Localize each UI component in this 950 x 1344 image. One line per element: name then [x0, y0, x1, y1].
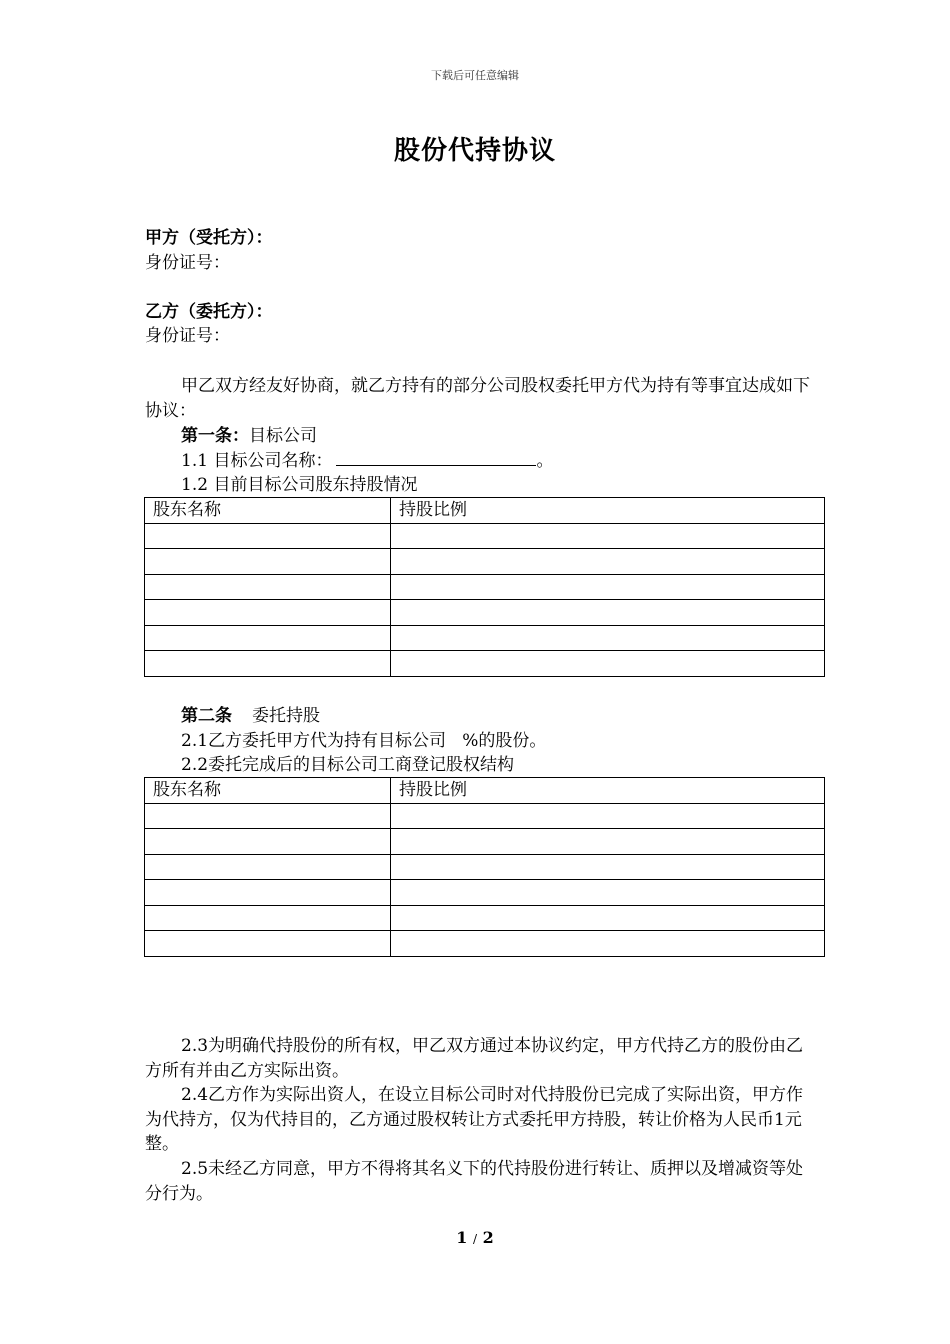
table-header-ratio: 持股比例 [391, 778, 825, 804]
article2-item1: 2.1乙方委托甲方代为持有目标公司 %的股份。 [181, 731, 547, 751]
document-title: 股份代持协议 [393, 136, 556, 166]
table-cell [391, 523, 825, 549]
table-cell [145, 880, 391, 906]
table-row [145, 625, 825, 651]
clause-2-4: 2.4乙方作为实际出资人，在设立目标公司时对代持股份已完成了实际出资，甲方作为代持方，仅为代持目的，乙方通过股权转让方式委托甲方持股，转让价格为人民币1元整。 [145, 1085, 804, 1154]
table-row [145, 931, 825, 957]
article2-heading-title: 委托持股 [252, 706, 320, 726]
company-name-suffix: 。 [536, 451, 554, 471]
table-cell [145, 625, 391, 651]
table-header-shareholder: 股东名称 [145, 778, 391, 804]
article1-heading-title: 目标公司 [249, 426, 317, 446]
table-cell [145, 574, 391, 600]
table-cell [391, 854, 825, 880]
table-cell [145, 829, 391, 855]
header-note: 下载后可任意编辑 [431, 69, 519, 82]
page-separator: / [472, 1232, 478, 1246]
clause-2-3: 2.3为明确代持股份的所有权，甲乙双方通过本协议约定，甲方代持乙方的股份由乙方所有并由乙方实际出资。 [145, 1036, 804, 1081]
page-current: 1 [456, 1228, 468, 1247]
page-total: 2 [482, 1228, 494, 1247]
article1-heading-number: 第一条： [181, 426, 249, 446]
article2-item2: 2.2委托完成后的目标公司工商登记股权结构 [181, 755, 515, 775]
page-number [0, 1228, 950, 1247]
shareholding-table-current [144, 497, 825, 677]
table-row [145, 523, 825, 549]
table-row [145, 574, 825, 600]
party-b-label: 乙方（委托方）： [145, 302, 273, 322]
table-cell [145, 931, 391, 957]
table-row [145, 854, 825, 880]
table-header-ratio: 持股比例 [391, 498, 825, 524]
clause-2-5: 2.5未经乙方同意，甲方不得将其名义下的代持股份进行转让、质押以及增减资等处分行为。 [145, 1159, 804, 1204]
table-cell [391, 549, 825, 575]
table-cell [391, 651, 825, 677]
article1-heading [181, 424, 317, 448]
table-row [145, 829, 825, 855]
table-cell [145, 651, 391, 677]
table-cell [145, 549, 391, 575]
shareholding-table-registered [144, 777, 825, 957]
table-row [145, 651, 825, 677]
article2-heading-number: 第二条 [181, 706, 232, 726]
party-a-label: 甲方（受托方）： [145, 228, 273, 248]
table-cell [391, 829, 825, 855]
intro-paragraph: 甲乙双方经友好协商，就乙方持有的部分公司股权委托甲方代为持有等事宜达成如下协议： [145, 376, 810, 421]
table-header-row [145, 778, 825, 804]
article1-item1 [181, 449, 553, 473]
article2-heading [181, 704, 320, 728]
table-cell [145, 600, 391, 626]
party-a-id-label: 身份证号： [145, 253, 230, 273]
table-cell [145, 523, 391, 549]
table-row [145, 880, 825, 906]
table-cell [391, 574, 825, 600]
table-row [145, 549, 825, 575]
table-cell [145, 854, 391, 880]
table-cell [145, 905, 391, 931]
table-header-shareholder: 股东名称 [145, 498, 391, 524]
table-header-row [145, 498, 825, 524]
table-cell [391, 803, 825, 829]
table-row [145, 905, 825, 931]
party-b-id-label: 身份证号： [145, 326, 230, 346]
table-cell [391, 600, 825, 626]
table-row [145, 803, 825, 829]
table-cell [391, 931, 825, 957]
table-cell [391, 625, 825, 651]
table-cell [391, 905, 825, 931]
company-name-blank [336, 449, 536, 466]
company-name-label: 1.1 目标公司名称： [181, 451, 333, 471]
table-cell [391, 880, 825, 906]
article1-item2: 1.2 目前目标公司股东持股情况 [181, 475, 418, 495]
table-row [145, 600, 825, 626]
table-cell [145, 803, 391, 829]
